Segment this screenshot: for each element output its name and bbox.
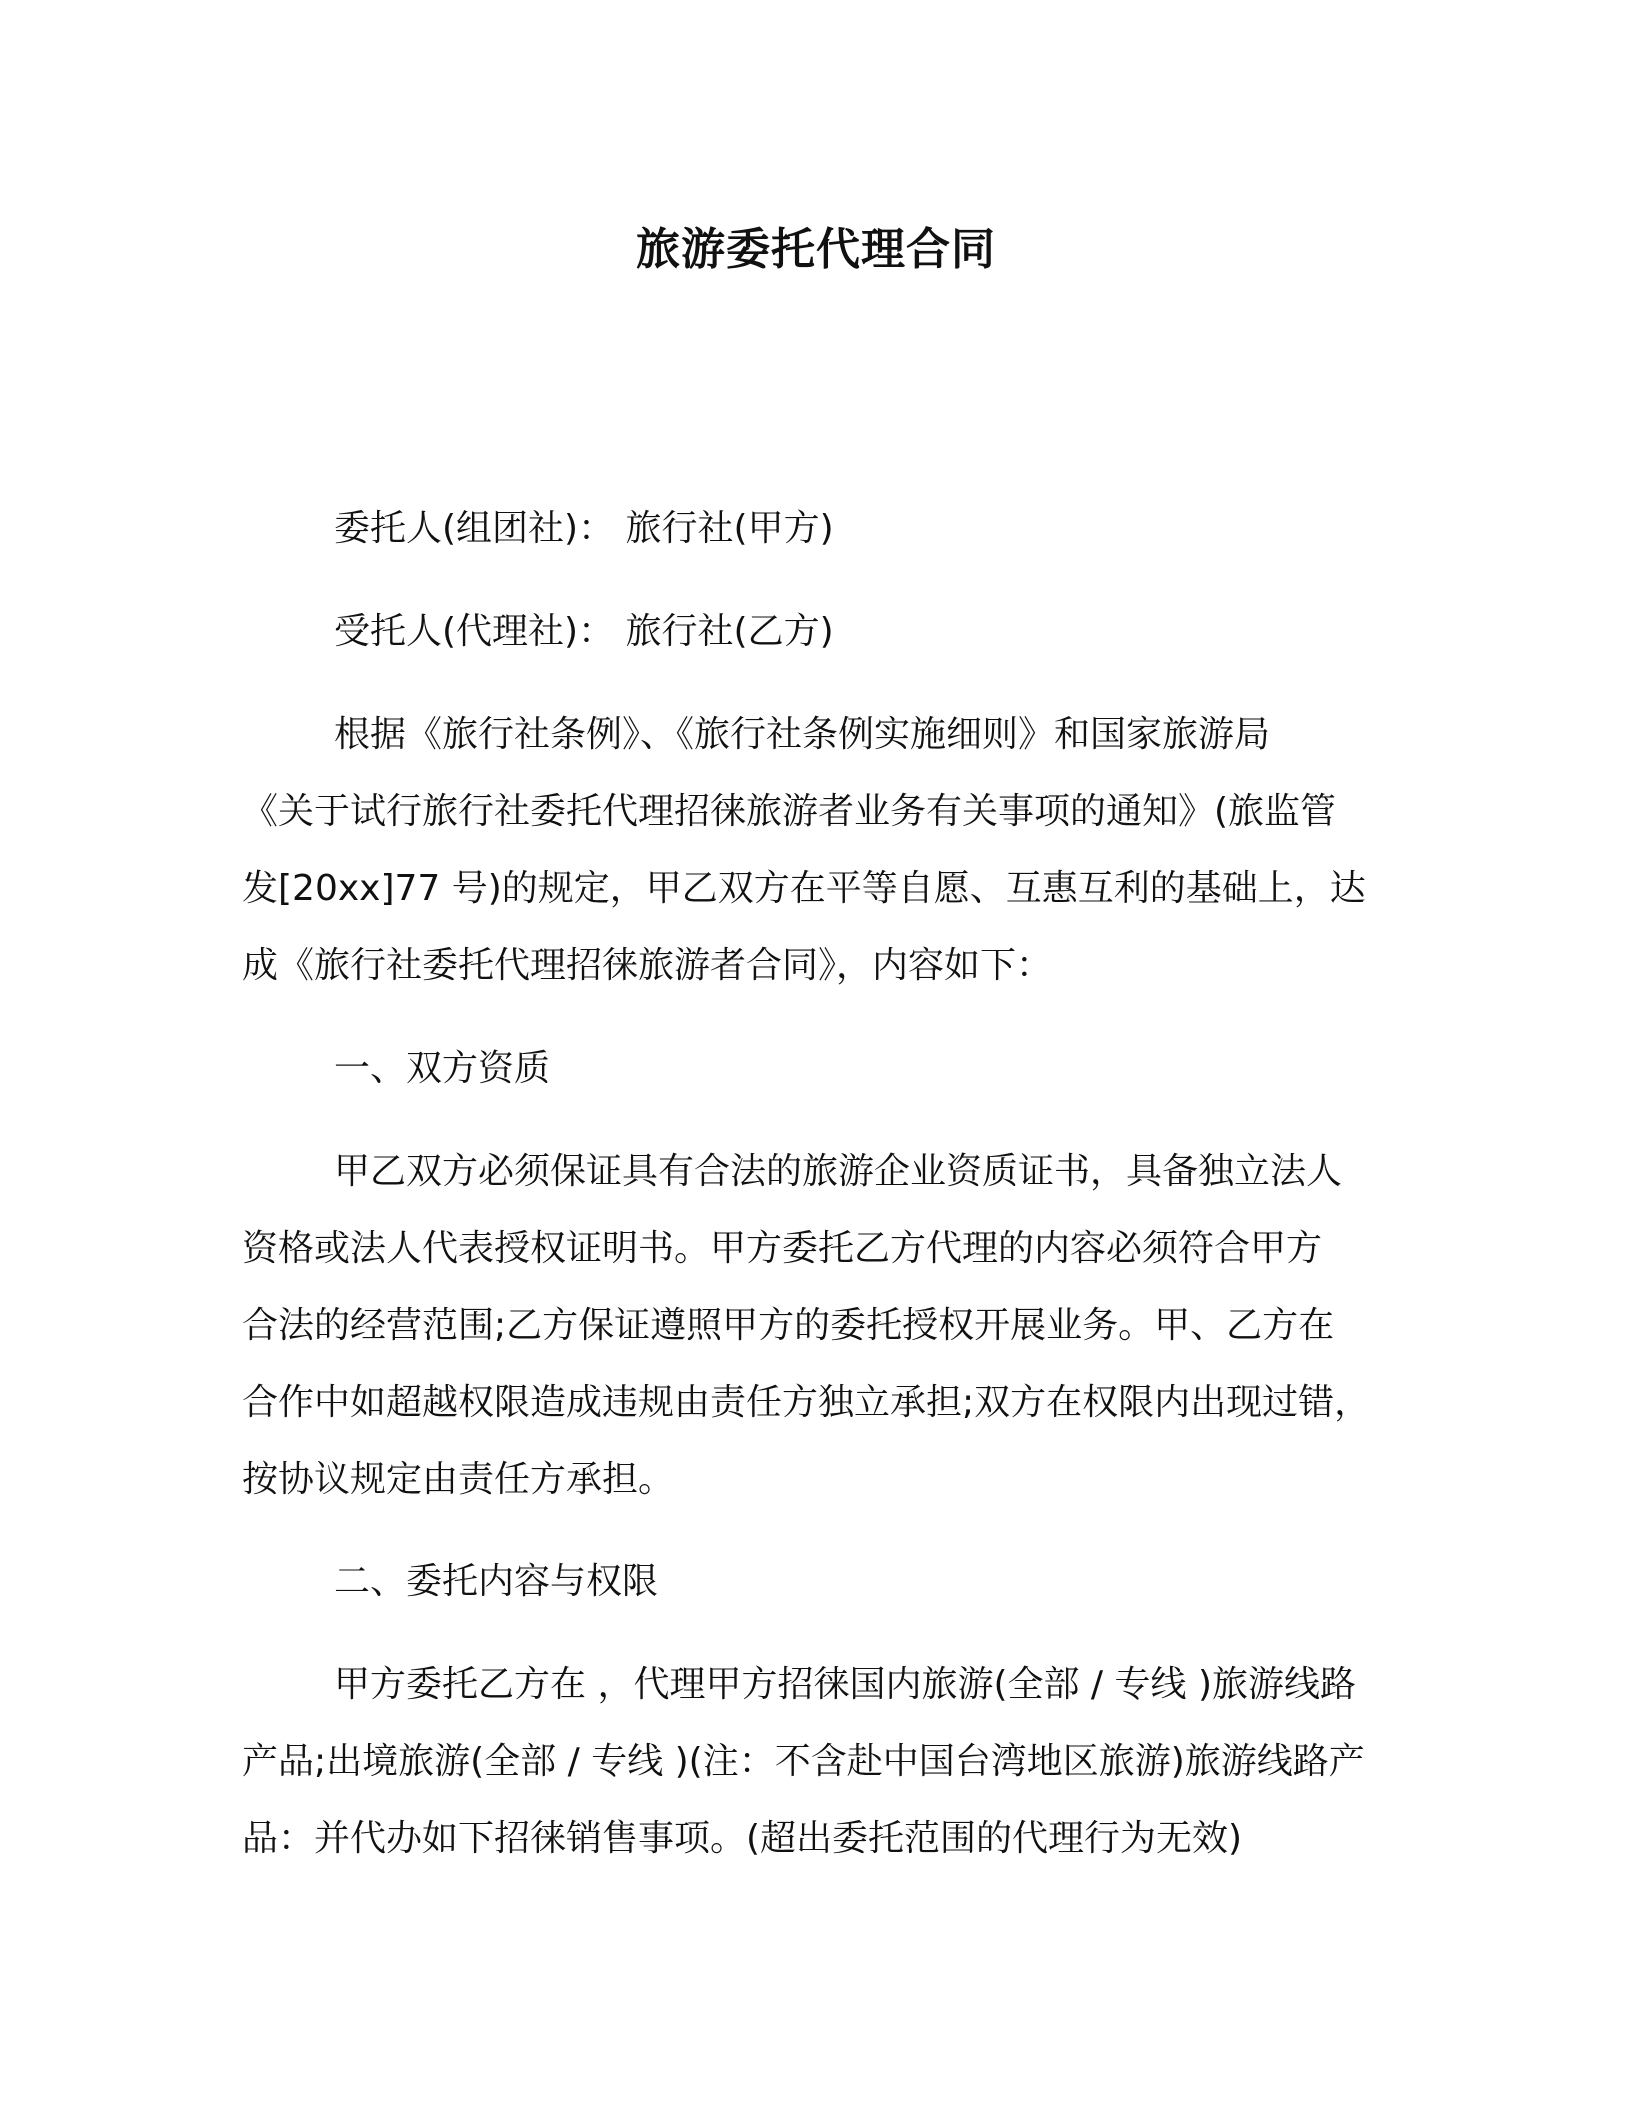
preamble-line: 《关于试行旅行社委托代理招徕旅游者业务有关事项的通知》(旅监管 [242,791,1337,832]
section1-line: 甲乙双方必须保证具有合法的旅游企业资质证书，具备独立法人 [334,1151,1343,1192]
section2-line: 产品;出境旅游(全部 / 专线 )(注：不含赴中国台湾地区旅游)旅游线路产 [242,1741,1365,1782]
section2-paragraph [242,1646,1390,1877]
section1-paragraph [242,1133,1390,1518]
party-b-line [242,593,1390,670]
section1-line: 合法的经营范围;乙方保证遵照甲方的委托授权开展业务。甲、乙方在 [242,1305,1335,1346]
section2-line: 甲方委托乙方在 ，代理甲方招徕国内旅游(全部 / 专线 )旅游线路 [334,1664,1356,1705]
preamble-line: 发[20xx]77 号)的规定，甲乙双方在平等自愿、互惠互利的基础上，达 [242,868,1366,909]
party-a-line [242,490,1390,567]
section2-heading: 二、委托内容与权限 [334,1561,659,1602]
document-title: 旅游委托代理合同 [636,224,996,275]
party-b-text: 受托人(代理社)： 旅行社(乙方) [334,611,834,652]
section1-line: 合作中如超越权限造成违规由责任方独立承担;双方在权限内出现过错， [242,1382,1371,1423]
section1-heading-line [242,1030,1390,1107]
preamble-paragraph [242,696,1390,1004]
preamble-line: 成《旅行社委托代理招徕旅游者合同》，内容如下： [242,945,1053,986]
section1-heading: 一、双方资质 [334,1048,551,1089]
party-a-text: 委托人(组团社)： 旅行社(甲方) [334,508,834,549]
preamble-line: 根据《旅行社条例》、《旅行社条例实施细则》和国家旅游局 [334,714,1271,755]
section1-line: 资格或法人代表授权证明书。甲方委托乙方代理的内容必须符合甲方 [242,1228,1323,1269]
section2-heading-line [242,1543,1390,1620]
section2-line: 品：并代办如下招徕销售事项。(超出委托范围的代理行为无效) [242,1818,1243,1859]
section1-line: 按协议规定由责任方承担。 [242,1459,675,1500]
